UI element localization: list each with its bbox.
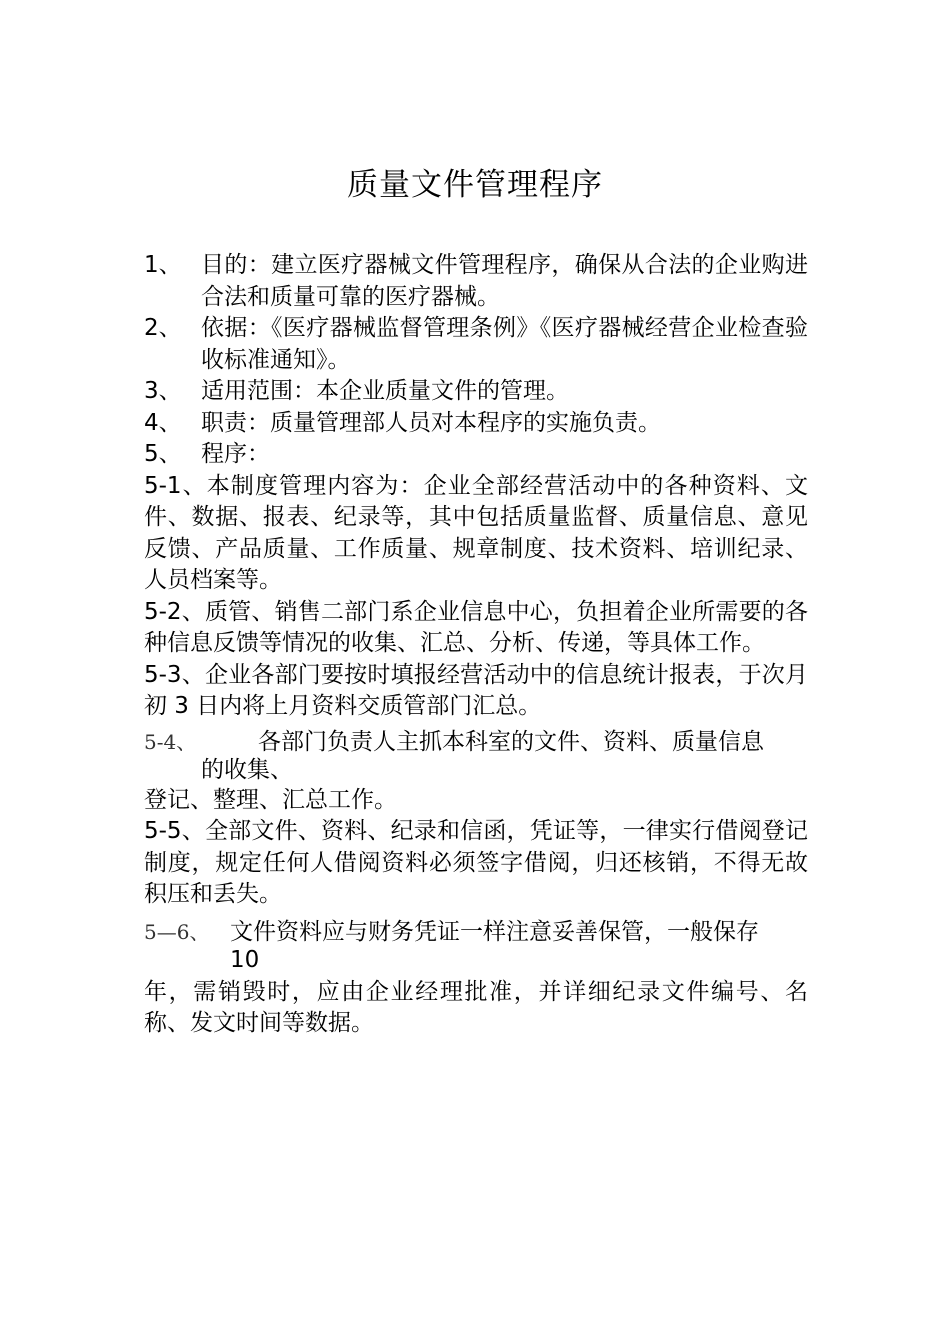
item-3 xyxy=(144,376,808,408)
paragraph-label: 5—6、 xyxy=(144,919,210,944)
paragraph-5-6-continued: 年，需销毁时，应由企业经理批准，并详细纪录文件编号、名称、发文时间等数据。 xyxy=(144,978,808,1036)
paragraph-5-1: 5-1、本制度管理内容为：企业全部经营活动中的各种资料、文件、数据、报表、纪录等，其中包括质量监督、质量信息、意见反馈、产品质量、工作质量、规章制度、技术资料、培训纪录、人员档案等。 xyxy=(144,472,808,593)
paragraph-5-4-content xyxy=(201,727,808,783)
paragraph-label: 5-4、 xyxy=(144,729,197,754)
item-2 xyxy=(144,313,808,376)
paragraph-line: 的收集、 xyxy=(201,756,293,783)
item-text: 职责：质量管理部人员对本程序的实施负责。 xyxy=(201,409,661,436)
document-body xyxy=(144,250,808,1040)
document-title: 质量文件管理程序 xyxy=(347,167,603,203)
paragraph-5-3: 5-3、企业各部门要按时填报经营活动中的信息统计报表，于次月初 3 日内将上月资料交质管部门汇总。 xyxy=(144,661,808,719)
item-1 xyxy=(144,250,808,313)
item-number: 5、 xyxy=(144,441,182,467)
paragraph-5-2: 5-2、质管、销售二部门系企业信息中心，负担着企业所需要的各种信息反馈等情况的收集、汇总、分析、传递，等具体工作。 xyxy=(144,598,808,656)
item-4 xyxy=(144,408,808,440)
paragraph-line: 10 xyxy=(230,946,260,973)
paragraph-5-4-continued: 登记、整理、汇总工作。 xyxy=(144,786,397,813)
item-number: 2、 xyxy=(144,315,182,341)
item-text: 目的：建立医疗器械文件管理程序，确保从合法的企业购进合法和质量可靠的医疗器械。 xyxy=(201,252,808,310)
paragraph-line: 各部门负责人主抓本科室的文件、资料、质量信息 xyxy=(258,728,764,755)
item-text: 适用范围：本企业质量文件的管理。 xyxy=(201,378,569,404)
item-number: 4、 xyxy=(144,409,182,436)
paragraph-5-4 xyxy=(144,727,808,783)
item-5 xyxy=(144,439,808,471)
item-text: 程序： xyxy=(201,441,270,467)
item-number: 1、 xyxy=(144,252,182,278)
paragraph-5-5: 5-5、全部文件、资料、纪录和信函，凭证等，一律实行借阅登记制度，规定任何人借阅资料必须签字借阅，归还核销，不得无故积压和丢失。 xyxy=(144,818,808,907)
paragraph-5-6 xyxy=(144,917,808,973)
paragraph-5-6-content xyxy=(230,917,808,973)
paragraph-line: 文件资料应与财务凭证一样注意妥善保管，一般保存 xyxy=(230,918,759,945)
item-number: 3、 xyxy=(144,378,182,404)
item-text: 依据：《医疗器械监督管理条例》《医疗器械经营企业检查验收标准通知》。 xyxy=(201,315,808,373)
